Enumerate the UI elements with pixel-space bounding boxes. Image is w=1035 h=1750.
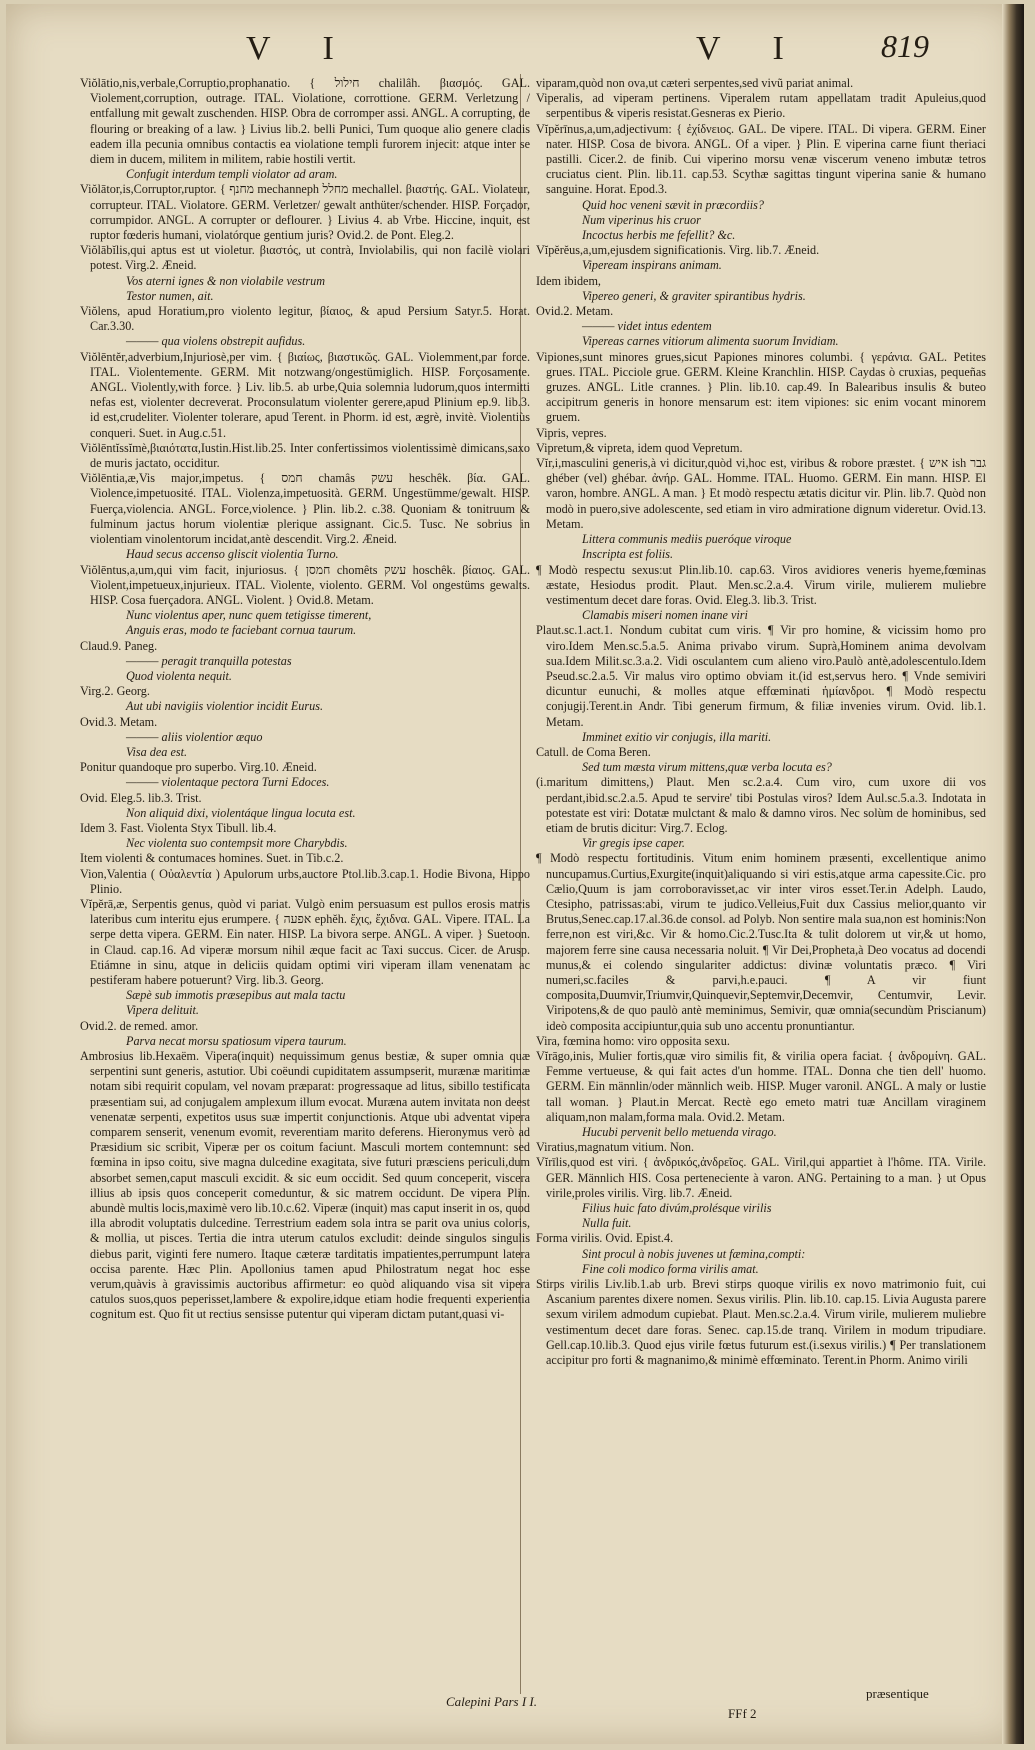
entry-vion: Vion,Valentia ( Οὐαλεντία ) Apulorum urbs,auctore Ptol.lib.3.cap.1. Hodie Bivona, Hippo Plinio.	[80, 866, 530, 896]
right-column	[536, 76, 986, 1696]
quote: ——— aliis violentior æquo	[126, 729, 263, 744]
entry-vir-fortitudo: ¶ Modò respectu fortitudinis. Vitum enim hominem præsenti, excellentique animo nuncupamus.Curtius,Exurgite(inquit)aliquando si viri estis,atque arma capessite.Cic. pro Cælio,Quum is jam corroboravisset,ac vir inter viros esset.Ter.in Adelph. Laudo, Ctesipho, patrissas:abi, virum te judico.Velleius,Fuit dux Cassius melior,quanto vir Brutus,Senec.cap.17.al.36.de consol. ad Polyb. Non sentire mala sua,non est hominis:Non ferre,non est viri,&c. Vir & homo.Cic.2.Tusc.Ita & tulit dolorem ut vir,& ut homo, majorem ferre sine causa necessaria noluit. ¶ Vir Dei,Propheta,à Deo vocatus ad docendi munus,& ei colendo singulariter addictus: divinæ voluntatis præco. ¶ Viri numeri,sc.faciles & parvi,h.e.pauci. ¶ A vir fiunt composita,Duumvir,Triumvir,Quinquevir,Septemvir,Decemvir, Centumvir, Levir. Viripotens,& de quo paulò antè meminimus, Semivir, quæ omnia(secundùm Priscianum) ideò composita accipiuntur,quia sub uno accentu pronuntiantur.	[536, 851, 986, 1033]
quote: Inscripta est foliis.	[582, 547, 674, 562]
citation: Idem 3. Fast. Violenta Styx Tibull. lib.4.	[80, 820, 277, 835]
entry-vipiones: Vipiones,sunt minores grues,sicut Papiones minores columbi. { γεράνια. GAL. Petites grues. ITAL. Picciole grue. GERM. Kleine Kranchlin. HISP. Caydas ò cruxias, pequeñas gruzes. ANGL. Litle crannes. } Plin. lib.10. cap.49. In Balearibus insulis & buteo accipitrum generis in honore mensarum est: item vipiones: sic enim vocant minorem gruem.	[536, 349, 986, 425]
quote: ——— qua violens obstrepit aufidus.	[126, 334, 306, 349]
quote: Vipereas carnes vitiorum alimenta suorum Invidiam.	[582, 334, 839, 349]
entry-vipereus: Vĭpĕrĕus,a,um,ejusdem significationis. Virg. lib.7. Æneid.	[536, 243, 820, 258]
citation: Virg.2. Georg.	[80, 684, 150, 699]
entry-vipera-cont: viparam,quòd non ova,ut cæteri serpentes,sed vivũ pariat animal.	[536, 76, 854, 90]
footer-title: Calepini Pars I I.	[446, 1694, 537, 1709]
quote: Vipera delituit.	[126, 1003, 199, 1018]
entry-vir-homo: Plaut.sc.1.act.1. Nondum cubitat cum viris. ¶ Vir pro homine, & vicissim homo pro viro.Idem Men.sc.5.a.5. Anima privabo virum. Suprà,Hominem anima devolvam sua.Idem Milit.sc.3.a.2. Vidi osculantem cum alieno viro.Paulò antè,adolescentulo.Idem Pseud.sc.2.a.5. Vir malus viro optimo obviam it.(id est,servus hero. ¶ Vnde semiviri dicuntur eunuchi, & molles atque effœminati ἡμίανδροι. ¶ Modò respectu conjugij.Terent.in Andr. Tibi generum firmum, & filiæ invenies virum. Ovid. lib.1. Metam.	[536, 623, 986, 729]
quote: ——— peragit tranquilla potestas	[126, 653, 292, 668]
entry-vipretum: Vipretum,& vipreta, idem quod Vepretum.	[536, 440, 743, 455]
entry-violator: Viŏlātor,is,Corruptor,ruptor. { מחנף mechanneph מחלל mechallel. βιαστής. GAL. Violateur, corrupteur. ITAL. Violatore. GERM. Verletzer/ gewalt anthüter/schender. HISP. Forçador, corrumpidor. ANGL. A corrupter or deflourer. } Livius 4. ab Vrbe. Hiccine, inquit, est ruptor fœderis humani, violatórque gentium juris? Ovid.2. de Pont. Eleg.2.	[80, 182, 530, 243]
entry-violentus: Viŏlēntus,a,um,qui vim facit, injuriosus. { חמסן chomêts עשק hoschêk. βίαιος. GAL. Violent,impetueux,injurieux. ITAL. Violente, violento. GERM. Vol ongestüms gewalts. HISP. Cosa fuerçadora. ANGL. Violent. } Ovid.8. Metam.	[80, 562, 530, 607]
quote: Vipereo generi, & graviter spirantibus hydris.	[582, 288, 806, 303]
entry-viratius: Viratius,magnatum vitium. Non.	[536, 1140, 695, 1155]
citation: Ovid.3. Metam.	[80, 714, 158, 729]
entry-viperalis: Viperalis, ad viperam pertinens. Viperalem rutam appellatam tradit Apuleius,quod serpentibus & viperis resistat.Gesneras ex Pierio.	[536, 91, 986, 121]
entry-vira: Vira, fœmina homo: viro opposita sexu.	[536, 1033, 730, 1048]
quote: Sint procul à nobis juvenes ut fæmina,compti:	[582, 1246, 806, 1261]
quote: Vipeream inspirans animam.	[582, 258, 722, 273]
entry-vir: Vĭr,i,masculini generis,à vi dicitur,quòd vi,hoc est, viribus & robore præstet. { איש ish גבר ghéber (vel) ghébar. ἀνήρ. GAL. Homme. ITAL. Huomo. GERM. Ein mann. HISP. El varon, hombre. ANGL. A man. } Et modò respectu ætatis dicitur vir. Plin. lib.7. Quòd non modò in puero,sive adolescente, sed etiam in viro admiratione dignum videretur. Ovid.13. Metam.	[536, 456, 986, 531]
citation: Ovid.2. Metam.	[536, 304, 614, 319]
citation: Ponitur quandoque pro superbo. Virg.10. Æneid.	[80, 760, 317, 775]
quote: Sed tum mæsta virum mittens,quæ verba locuta es?	[582, 760, 832, 775]
running-header	[6, 14, 1006, 74]
quote: Testor numen, ait.	[126, 288, 214, 303]
quote: Littera communis mediis pueróque viroque	[582, 532, 792, 547]
quote: Anguis eras, modo te faciebant cornua taurum.	[126, 623, 357, 638]
quote: Clamabis miseri nomen inane viri	[582, 608, 748, 623]
entry-stirps-virilis: Stirps virilis Liv.lib.1.ab urb. Brevi stirps quoque virilis ex novo matrimonio fuit, cui Ascanium parentes dixere nomen. Sexus virilis. Plin. lib.10. cap.15. Livia Augusta parere sexum virilem admodum cupiebat. Plaut. Men.sc.2.a.4. Virum virile, mulierem muliebre vestimentum decet dare foras. Senec. cap.15.de tranq. Virilem in modum tripudiare. Gell.cap.10.lib.3. Quod ejus virile fœtus futurum est.(i.sexus virilis.) ¶ Per translationem accipitur pro forti & magnanimo,& minimè effœminato. Terent.in Phorm. Animo virili	[536, 1277, 986, 1368]
citation: Idem ibidem,	[536, 273, 601, 288]
quote: Quod violenta nequit.	[126, 668, 232, 683]
quote: ——— violentaque pectora Turni Edoces.	[126, 775, 330, 790]
quote: Nunc violentus aper, nunc quem tetigisse timerent,	[126, 608, 372, 623]
quote: Incoctus herbis me fefellit? &c.	[582, 228, 736, 243]
page	[6, 4, 1018, 1744]
page-footer	[6, 1686, 1006, 1734]
quote: Filius huic fato divúm,prolésque virilis	[582, 1201, 772, 1216]
citation: Ovid.2. de remed. amor.	[80, 1018, 199, 1033]
citation: Claud.9. Paneg.	[80, 638, 158, 653]
entry-violabilis: Viŏlābĭlis,qui aptus est ut violetur. βιαστός, ut contrà, Inviolabilis, qui non facilè violari potest. Virg.2. Æneid.	[80, 243, 530, 273]
entry-violens: Viŏlens, apud Horatium,pro violento legitur, βίαιος, & apud Persium Satyr.5. Horat. Car.3.30.	[80, 304, 530, 334]
header-left-letters: V I	[246, 30, 356, 67]
citation: Item violenti & contumaces homines. Suet. in Tib.c.2.	[80, 851, 344, 866]
quote: Sæpè sub immotis præsepibus aut mala tactu	[126, 988, 346, 1003]
quote: Nulla fuit.	[582, 1216, 632, 1231]
entry-viperinus: Vĭpĕrīnus,a,um,adjectivum: { ἐχίδνειος. GAL. De vipere. ITAL. Di vipera. GERM. Einer nater. HISP. Cosa de bivora. ANGL. Of a viper. } Plin. E viperina carne fiunt theriaci pastilli. Cicer.2. de finib. Cui viperino morsu venæ viscerum veneno imbutæ tetros cruciatus cient. Plin. lib.11. cap.53. Scythæ sagittas tingunt viperina sanie & humano sanguine. Horat. Epod.3.	[536, 121, 986, 197]
quote: Quid hoc veneni sævit in præcordiis?	[582, 197, 765, 212]
quote: Visa dea est.	[126, 744, 188, 759]
entry-violentia: Viŏlēntia,æ,Vis major,impetus. { חמס chamâs עשק heschêk. βία. GAL. Violence,impetuosité. ITAL. Violenza,impetuosità. GERM. Ungestümme/gewalt. HISP. Fuerça,violencia. ANGL. Force,violence. } Plin. lib.2. c.38. Quoniam & tonitruum & fulminum jactus horum violentiæ plerique assignant. Cic.5. Tusc. Ne sobrius in violentiam vinolentorum incidat,antè descendit. Virg.2. Æneid.	[80, 471, 530, 547]
entry-violentissime: Viŏlēntĭssĭmè,βιαιότατα,Iustin.Hist.lib.25. Inter confertissimos violentissimè dimicans,saxo de muris jactato, occiditur.	[80, 440, 530, 471]
book-gutter	[1002, 4, 1024, 1744]
header-right-letters: V I	[696, 30, 806, 67]
quote: Non aliquid dixi, violentáque lingua locuta est.	[126, 805, 356, 820]
quote: ——— videt intus edentem	[582, 319, 712, 334]
entry-virago: Vĭrāgo,inis, Mulier fortis,quæ viro similis fit, & virilia opera faciat. { ἀνδρομίνη. GAL. Femme vertueuse, & qui fait actes d'un homme. ITAL. Donna che tien dell' huomo. GERM. Ein männlin/oder männlich weib. HISP. Muger varonil. ANGL. A maly or lustie tall woman. } Plaut.in Mercat. Rectè ego emeto matri tuæ Ancillam viraginem aliquam,non malam,forma mala. Ovid.2. Metam.	[536, 1049, 986, 1124]
quote: Vir gregis ipse caper.	[582, 836, 685, 851]
citation: Ovid. Eleg.5. lib.3. Trist.	[80, 790, 202, 805]
entry-vipera: Vĭpĕrā,æ, Serpentis genus, quòd vi pariat. Vulgò enim persuasum est pullos erosis matris lateribus cum interitu ejus erumpere. { אפעה ephĕh. ἔχις, ἔχιδνα. GAL. Vipere. ITAL. La serpe detta vipera. GERM. Ein nater. HISP. La bivora serpe. ANGL. A viper. } Suetoon. in Claud. cap.16. Ad viperæ morsum nihil æque facit ac Taxi succus. Cicer. de Arusp. Etiámne in sinu, atque in deliciis quidam optimi viri viperam illam venenatam ac pestiferam habere potuerunt? Virg. lib.3. Georg.	[80, 896, 530, 987]
citation: Forma virilis. Ovid. Epist.4.	[536, 1231, 674, 1246]
quote: Num viperinus his cruor	[582, 212, 701, 227]
quote: Nec violenta suo contempsit more Charybdis.	[126, 836, 348, 851]
quote: Hucubi pervenit bello metuenda virago.	[582, 1125, 777, 1140]
quote: Confugit interdum templi violator ad aram.	[126, 167, 338, 182]
page-number: 819	[881, 28, 929, 64]
entry-violatio: Viŏlātio,nis,verbale,Corruptio,prophanatio. { חילול chalilâh. βιασμός. GAL. Violement,corruption, outrage. ITAL. Violatione, corrottione. GERM. Verletzung / entfallung mit gewalt zuschenden. HISP. Obra de corromper assi. ANGL. A corrupting, de flouring or breaking of a law. } Livius lib.2. belli Punici, Tum quoque alio genere cladis eadem illa pecunia omnibus contactis ea violatione templi furorem injecit: atque inter se diem in ducem, militem in militem, rabie hostili vertit.	[80, 76, 530, 167]
quote: Haud secus accenso gliscit violentia Turno.	[126, 547, 339, 562]
quote: Aut ubi navigiis violentior incidit Eurus.	[126, 699, 324, 714]
entry-virilis: Vĭrīlis,quod est viri. { ἀνδρικός,ἀνδρεῖος. GAL. Viril,qui appartiet à l'hôme. ITA. Virile. GER. Männlich HIS. Cosa perteneciente à varon. ANG. Pertaining to a man. } ut Opus virile,proles virilis. Virg. lib.7. Æneid.	[536, 1155, 986, 1200]
quote: Vos aterni ignes & non violabile vestrum	[126, 273, 326, 288]
catchword: præsentique	[866, 1686, 929, 1701]
left-column	[80, 76, 530, 1696]
signature-mark: FFf 2	[728, 1706, 757, 1721]
quote: Imminet exitio vir conjugis, illa mariti.	[582, 729, 772, 744]
citation: Catull. de Coma Beren.	[536, 744, 651, 759]
entry-vir-maritus: (i.maritum dimittens,) Plaut. Men sc.2.a.4. Cum viro, cum uxore dii vos perdant,ibid.sc.2.a.5. Apud te servire' tibi Postulas viros? Idem Aul.sc.5.a.3. Indotata in potestate est viri: Dotatæ mulctant & malo & damno viros. Nec solùm de hominibus, sed etiam de brutis dicitur: Virg.7. Eclog.	[536, 775, 986, 835]
entry-vir-sexus: ¶ Modò respectu sexus:ut Plin.lib.10. cap.63. Viros avidiores veneris hyeme,fœminas æstate, Hesiodus prodit. Plaut. Men.sc.2.a.4. Virum virile, mulierem muliebre vestimentum decet dare foras. Ovid. Eleg.3. lib.3. Trist.	[536, 562, 986, 607]
entry-violenter: Viŏlēntĕr,adverbium,Injuriosè,per vim. { βιαίως, βιαστικῶς. GAL. Violemment,par force. ITAL. Violentemente. GERM. Mit notzwang/ongestümiglich. HISP. Forçosamente. ANGL. Violently,with force. } Liv. lib.5. ab urbe,Quia solemnia ludorum,quos intermitti nefas est, violenter decreverat. Proconsulatum violenter gerere,apud Plinium ep.9. lib.3. id est,crudeliter. Violenter tolerare, apud Terent. in Phorm. id est, ægrè, invitè. Violentiùs conqueri. Suet. in Aug.c.51.	[80, 349, 530, 440]
entry-vipris: Vipris, vepres.	[536, 425, 607, 440]
quote: Parva necat morsu spatiosum vipera taurum.	[126, 1033, 347, 1048]
quote: Fine coli modico forma virilis amat.	[582, 1261, 759, 1276]
entry-vipera-ambrosius: Ambrosius lib.Hexaëm. Vipera(inquit) nequissimum genus bestiæ, & super omnia quæ serpentini sunt generis, astutior. Ubi coëundi cupiditatem assumpserit, murænæ maritimæ notam sibi requirit copulam, vel novam præparat: progressaque ad litus, sibillo testificata præsentiam sui, ad conjugalem amplexum illum evocat. Muræna autem invitata non deest venenatæ serpenti, expetitos usus suæ impertit conjunctionis. Atque ubi adventat vipera comparem senserit, venenum evomit, reverentiam marito deferens. Hieronymus verò ad Præsidium sic scribit, Viperæ per os coitum faciunt. Masculi mortem contemnunt: sed fœmina in ipso coitu, sive magna dulcedine exagitata, sive futuri præsciens periculi,dum absorbet semen,caput masculi excidit. & sic eum occidit. Sed quum conceperit, viscera illius ab ipsis quos conceperit comeduntur, & sic matrem occidunt. De vipera Plin. abundè multis locis,maximè vero lib.10.c.62. Viperæ (inquit) mas caput inserit in os, quod illa abrodit voluptatis dulcedine. Terrestrium eadem sola intra se parit ova unius coloris, & mollia, ut pisces. Tertia die intra uterum catulos excludit: deinde singulos singulis diebus parit, viginti fere numero. Itaque cæteræ tarditatis impatientes,perrumpunt latera occisa parente. Hæc Plin. Apollonius tamen apud Philostratum negat hoc esse verum,quàvis à gravissimis auctoribus affirmetur: eo quòd aliquando visa sit vipera catulos suos,quos peperisset,lambere & expolire,idque etiam hodie frequenti experientia cognitum est. Quo fit ut rectius sensisse putentur qui viperam dictam putant,quasi vi-	[80, 1049, 530, 1322]
